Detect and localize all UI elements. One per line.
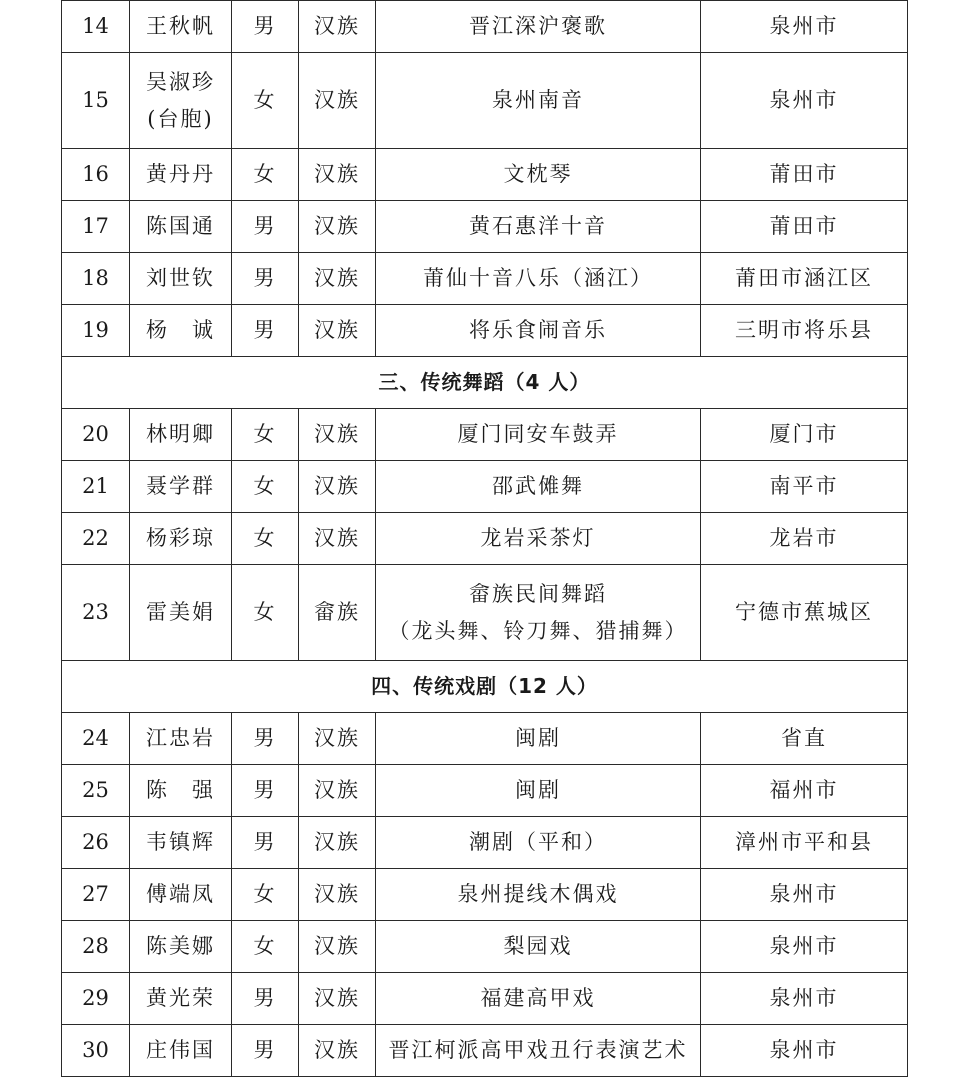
table-row [62,53,908,149]
inheritor-name [130,461,232,513]
inheritor-name [130,1,232,53]
table-row [62,565,908,661]
row-number: 18 [62,253,130,305]
inheritor-name [130,305,232,357]
gender: 女 [232,513,299,565]
cell-line: 文枕琴 [503,162,573,187]
section-header-row [62,661,908,713]
gender: 男 [232,305,299,357]
inheritor-name [130,1025,232,1077]
cell-line: 泉州提线木偶戏 [457,882,619,907]
region: 厦门市 [701,409,908,461]
region: 龙岩市 [701,513,908,565]
cell-line: (台胞) [147,106,214,131]
inheritor-name [130,53,232,149]
inheritor-name [130,713,232,765]
cell-line: 畲族民间舞蹈 [469,581,607,606]
cell-line: 晋江柯派高甲戏丑行表演艺术 [388,1038,688,1063]
region: 三明市将乐县 [701,305,908,357]
cell-line: （龙头舞、铃刀舞、猎捕舞） [388,618,688,643]
cell-line: 陈美娜 [146,934,215,959]
region: 泉州市 [701,973,908,1025]
cell-line: 厦门同安车鼓弄 [457,422,619,447]
project-name [376,305,701,357]
ethnicity: 汉族 [299,869,376,921]
cell-line: 韦镇辉 [146,830,215,855]
gender: 女 [232,461,299,513]
ethnicity: 汉族 [299,817,376,869]
row-number: 21 [62,461,130,513]
cell-line: 陈 强 [146,778,215,803]
project-name [376,921,701,973]
ethnicity: 汉族 [299,305,376,357]
row-number: 16 [62,149,130,201]
project-name [376,53,701,149]
cell-line: 傅端凤 [146,882,215,907]
ethnicity: 汉族 [299,461,376,513]
cell-line: 龙岩采茶灯 [480,526,596,551]
region: 泉州市 [701,869,908,921]
gender: 女 [232,409,299,461]
cell-line: 闽剧 [515,778,561,803]
project-name [376,565,701,661]
cell-line: 邵武傩舞 [492,474,584,499]
gender: 男 [232,1025,299,1077]
region: 南平市 [701,461,908,513]
ethnicity: 汉族 [299,973,376,1025]
project-name [376,409,701,461]
table-row [62,305,908,357]
region: 泉州市 [701,921,908,973]
table-row [62,409,908,461]
gender: 男 [232,201,299,253]
gender: 女 [232,565,299,661]
cell-line: 泉州南音 [492,88,584,113]
row-number: 19 [62,305,130,357]
cell-line: 刘世钦 [146,266,215,291]
ethnicity: 汉族 [299,713,376,765]
table-row [62,869,908,921]
project-name [376,869,701,921]
cell-line: 庄伟国 [146,1038,215,1063]
cell-line: 梨园戏 [503,934,573,959]
row-number: 23 [62,565,130,661]
ethnicity: 汉族 [299,765,376,817]
inheritor-name [130,921,232,973]
table-row [62,817,908,869]
cell-line: 杨 诚 [146,318,215,343]
ethnicity: 汉族 [299,1,376,53]
region: 泉州市 [701,53,908,149]
ethnicity: 汉族 [299,1025,376,1077]
ethnicity: 汉族 [299,149,376,201]
row-number: 25 [62,765,130,817]
cell-line: 吴淑珍 [146,69,215,94]
gender: 女 [232,149,299,201]
section-title: 四、传统戏剧（12 人） [62,661,908,713]
region: 泉州市 [701,1,908,53]
region: 莆田市涵江区 [701,253,908,305]
inheritor-name [130,869,232,921]
cell-line: 陈国通 [146,214,215,239]
gender: 男 [232,713,299,765]
project-name [376,461,701,513]
cell-line: 江忠岩 [146,726,215,751]
inheritor-table [61,0,908,1077]
gender: 女 [232,53,299,149]
ethnicity: 汉族 [299,409,376,461]
table-row [62,973,908,1025]
cell-line: 黄石惠洋十音 [469,214,607,239]
project-name [376,1,701,53]
inheritor-name [130,973,232,1025]
ethnicity: 畲族 [299,565,376,661]
cell-line: 杨彩琼 [146,526,215,551]
section-title: 三、传统舞蹈（4 人） [62,357,908,409]
ethnicity: 汉族 [299,921,376,973]
project-name [376,765,701,817]
cell-line: 莆仙十音八乐（涵江） [423,266,653,291]
region: 福州市 [701,765,908,817]
inheritor-name [130,513,232,565]
project-name [376,201,701,253]
project-name [376,1025,701,1077]
inheritor-name [130,565,232,661]
row-number: 24 [62,713,130,765]
project-name [376,713,701,765]
ethnicity: 汉族 [299,201,376,253]
section-header-row [62,357,908,409]
ethnicity: 汉族 [299,53,376,149]
ethnicity: 汉族 [299,513,376,565]
project-name [376,513,701,565]
region: 漳州市平和县 [701,817,908,869]
table-row [62,1025,908,1077]
row-number: 20 [62,409,130,461]
gender: 女 [232,869,299,921]
project-name [376,149,701,201]
table-row [62,461,908,513]
cell-line: 林明卿 [146,422,215,447]
gender: 男 [232,973,299,1025]
inheritor-name [130,253,232,305]
table-body [62,1,908,1077]
table-row [62,253,908,305]
gender: 男 [232,765,299,817]
project-name [376,817,701,869]
gender: 男 [232,1,299,53]
gender: 男 [232,817,299,869]
table-row [62,765,908,817]
cell-line: 潮剧（平和） [469,830,607,855]
row-number: 15 [62,53,130,149]
table-row [62,1,908,53]
cell-line: 王秋帆 [146,14,215,39]
inheritor-name [130,817,232,869]
row-number: 30 [62,1025,130,1077]
row-number: 17 [62,201,130,253]
table-row [62,149,908,201]
inheritor-name [130,201,232,253]
cell-line: 黄光荣 [146,986,215,1011]
project-name [376,253,701,305]
cell-line: 将乐食闹音乐 [469,318,607,343]
table-row [62,201,908,253]
table-row [62,713,908,765]
row-number: 22 [62,513,130,565]
table-row [62,921,908,973]
row-number: 14 [62,1,130,53]
row-number: 26 [62,817,130,869]
region: 莆田市 [701,201,908,253]
cell-line: 闽剧 [515,726,561,751]
row-number: 27 [62,869,130,921]
region: 省直 [701,713,908,765]
region: 莆田市 [701,149,908,201]
gender: 女 [232,921,299,973]
region: 宁德市蕉城区 [701,565,908,661]
region: 泉州市 [701,1025,908,1077]
cell-line: 聂学群 [146,474,215,499]
ethnicity: 汉族 [299,253,376,305]
cell-line: 黄丹丹 [146,162,215,187]
project-name [376,973,701,1025]
row-number: 29 [62,973,130,1025]
gender: 男 [232,253,299,305]
cell-line: 雷美娟 [146,600,215,625]
inheritor-name [130,149,232,201]
cell-line: 晋江深沪褒歌 [469,14,607,39]
inheritor-name [130,765,232,817]
cell-line: 福建高甲戏 [480,986,596,1011]
inheritor-name [130,409,232,461]
row-number: 28 [62,921,130,973]
table-row [62,513,908,565]
